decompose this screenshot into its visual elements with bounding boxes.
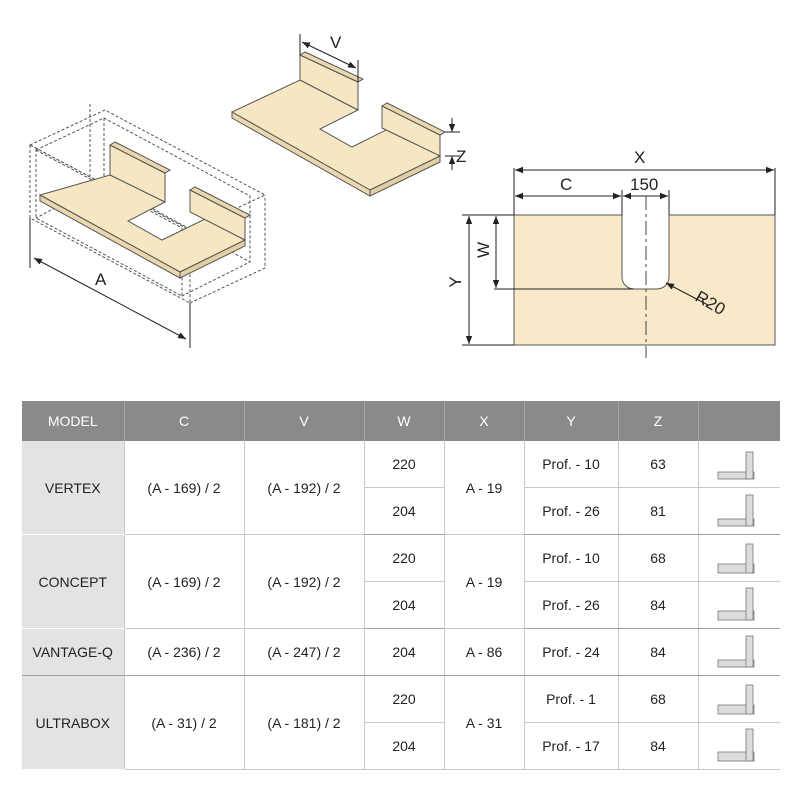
w-cell: 220 [364, 535, 444, 582]
label-y: Y [446, 276, 465, 288]
v-cell: (A - 181) / 2 [244, 676, 364, 770]
drawer-side-profile-icon [717, 634, 761, 670]
z-cell: 63 [618, 441, 698, 488]
y-cell: Prof. - 26 [524, 488, 618, 535]
panel-front-view [446, 148, 775, 358]
z-cell: 68 [618, 535, 698, 582]
panel-isometric-view [232, 33, 466, 196]
header-model: MODEL [22, 401, 124, 441]
drawer-side-profile-icon [717, 446, 761, 482]
profile-cell [698, 582, 780, 629]
dimensions-table [22, 401, 780, 770]
z-cell: 81 [618, 488, 698, 535]
table-row [22, 535, 780, 582]
profile-cell [698, 723, 780, 770]
header-y: Y [524, 401, 618, 441]
x-cell: A - 19 [444, 535, 524, 629]
label-c: C [560, 175, 573, 194]
x-cell: A - 19 [444, 441, 524, 535]
y-cell: Prof. - 17 [524, 723, 618, 770]
y-cell: Prof. - 10 [524, 535, 618, 582]
table-header-row [22, 401, 780, 441]
header-z: Z [618, 401, 698, 441]
drawer-side-profile-icon [717, 493, 761, 529]
y-cell: Prof. - 24 [524, 629, 618, 676]
z-cell: 84 [618, 582, 698, 629]
label-slot-width: 150 [630, 175, 659, 194]
technical-drawing [0, 0, 800, 395]
header-x: X [444, 401, 524, 441]
profile-cell [698, 441, 780, 488]
w-cell: 204 [364, 723, 444, 770]
label-w: W [474, 241, 493, 259]
table-row [22, 676, 780, 723]
header-v: V [244, 401, 364, 441]
label-v: V [330, 33, 342, 52]
label-a: A [95, 270, 107, 289]
w-cell: 220 [364, 676, 444, 723]
profile-cell [698, 629, 780, 676]
header-profile [698, 401, 780, 441]
c-cell: (A - 31) / 2 [124, 676, 244, 770]
header-c: C [124, 401, 244, 441]
profile-cell [698, 676, 780, 723]
z-cell: 84 [618, 723, 698, 770]
model-cell: VANTAGE-Q [22, 629, 124, 676]
v-cell: (A - 192) / 2 [244, 441, 364, 535]
model-cell: VERTEX [22, 441, 124, 535]
z-cell: 68 [618, 676, 698, 723]
drawer-side-profile-icon [717, 587, 761, 623]
y-cell: Prof. - 1 [524, 676, 618, 723]
v-cell: (A - 192) / 2 [244, 535, 364, 629]
table-row [22, 441, 780, 488]
model-cell: ULTRABOX [22, 676, 124, 770]
y-cell: Prof. - 10 [524, 441, 618, 488]
c-cell: (A - 169) / 2 [124, 441, 244, 535]
w-cell: 220 [364, 441, 444, 488]
x-cell: A - 86 [444, 629, 524, 676]
profile-cell [698, 488, 780, 535]
model-cell: CONCEPT [22, 535, 124, 629]
panel-in-cabinet [40, 142, 250, 278]
drawer-side-profile-icon [717, 728, 761, 764]
c-cell: (A - 236) / 2 [124, 629, 244, 676]
table-row [22, 629, 780, 676]
label-x: X [634, 148, 646, 167]
z-cell: 84 [618, 629, 698, 676]
cabinet-isometric-view [30, 104, 265, 348]
drawer-side-profile-icon [717, 681, 761, 717]
y-cell: Prof. - 26 [524, 582, 618, 629]
w-cell: 204 [364, 629, 444, 676]
c-cell: (A - 169) / 2 [124, 535, 244, 629]
v-cell: (A - 247) / 2 [244, 629, 364, 676]
w-cell: 204 [364, 582, 444, 629]
profile-cell [698, 535, 780, 582]
dimension-y [462, 215, 514, 345]
w-cell: 204 [364, 488, 444, 535]
label-radius: R20 [692, 287, 729, 320]
label-z: Z [456, 147, 467, 166]
header-w: W [364, 401, 444, 441]
drawer-side-profile-icon [717, 540, 761, 576]
x-cell: A - 31 [444, 676, 524, 770]
